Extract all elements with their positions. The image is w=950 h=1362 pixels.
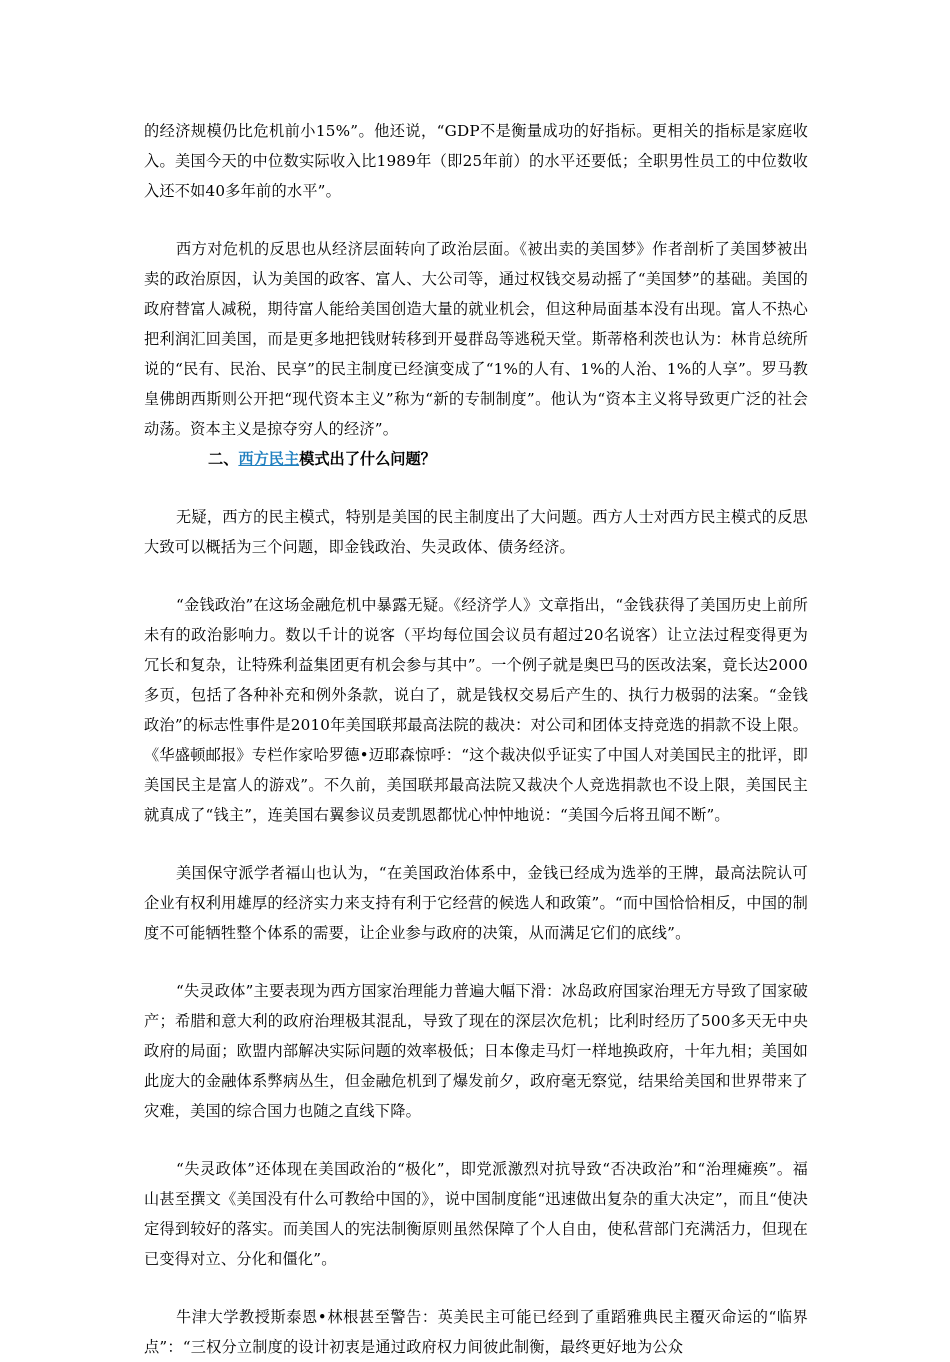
paragraph-gap <box>144 830 808 858</box>
paragraph-gap <box>144 206 808 234</box>
paragraph-6: “失灵政体”主要表现为西方国家治理能力普遍大幅下滑：冰岛政府国家治理无方导致了国家破产；希腊和意大利的政府治理极其混乱，导致了现在的深层次危机；比利时经历了500多天无中央政府的局面；欧盟内部解决实际问题的效率极低；日本像走马灯一样地换政府，十年九相；美国如此庞大的金融体系弊病丛生，但金融危机到了爆发前夕，政府毫无察觉，结果给美国和世界带来了灾难，美国的综合国力也随之直线下降。 <box>144 982 808 1120</box>
paragraph-gap <box>144 474 808 502</box>
section-heading <box>144 444 808 474</box>
paragraph-gap <box>144 948 808 976</box>
heading-number: 二、 <box>208 450 239 468</box>
paragraph-gap <box>144 1274 808 1302</box>
paragraph-1: 的经济规模仍比危机前小15%”。他还说，“GDP不是衡量成功的好指标。更相关的指标是家庭收入。美国今天的中位数实际收入比1989年（即25年前）的水平还要低；全职男性员工的中位数收入还不如40多年前的水平”。 <box>144 122 808 200</box>
document-page <box>144 116 808 1362</box>
paragraph-2: 西方对危机的反思也从经济层面转向了政治层面。《被出卖的美国梦》作者剖析了美国梦被出卖的政治原因，认为美国的政客、富人、大公司等，通过权钱交易动摇了“美国梦”的基础。美国的政府替富人减税，期待富人能给美国创造大量的就业机会，但这种局面基本没有出现。富人不热心把利润汇回美国，而是更多地把钱财转移到开曼群岛等逃税天堂。斯蒂格利茨也认为：林肯总统所说的“民有、民治、民享”的民主制度已经演变成了“1%的人有、1%的人治、1%的人享”。罗马教皇佛朗西斯则公开把“现代资本主义”称为“新的专制制度”。他认为“资本主义将导致更广泛的社会动荡。资本主义是掠夺穷人的经济”。 <box>144 240 808 438</box>
heading-link-western-democracy[interactable]: 西方民主 <box>238 450 300 468</box>
paragraph-4: “金钱政治”在这场金融危机中暴露无疑。《经济学人》文章指出，“金钱获得了美国历史上前所未有的政治影响力。数以千计的说客（平均每位国会议员有超过20名说客）让立法过程变得更为冗长和复杂，让特殊利益集团更有机会参与其中”。一个例子就是奥巴马的医改法案，竟长达2000多页，包括了各种补充和例外条款，说白了，就是钱权交易后产生的、执行力极弱的法案。“金钱政治”的标志性事件是2010年美国联邦最高法院的裁决：对公司和团体支持竞选的捐款不设上限。《华盛顿邮报》专栏作家哈罗德•迈耶森惊呼：“这个裁决似乎证实了中国人对美国民主的批评，即美国民主是富人的游戏”。不久前，美国联邦最高法院又裁决个人竞选捐款也不设上限，美国民主就真成了“钱主”，连美国右翼参议员麦凯恩都忧心忡忡地说：“美国今后将丑闻不断”。 <box>144 596 808 824</box>
paragraph-7: “失灵政体”还体现在美国政治的“极化”，即党派激烈对抗导致“否决政治”和“治理瘫痪”。福山甚至撰文《美国没有什么可教给中国的》，说中国制度能“迅速做出复杂的重大决定”，而且“使决定得到较好的落实。而美国人的宪法制衡原则虽然保障了个人自由，使私营部门充满活力，但现在已变得对立、分化和僵化”。 <box>144 1160 808 1268</box>
paragraph-gap <box>144 1126 808 1154</box>
paragraph-8: 牛津大学教授斯泰恩•林根甚至警告：英美民主可能已经到了重蹈雅典民主覆灭命运的“临界点”：“三权分立制度的设计初衷是通过政府权力间彼此制衡，最终更好地为公众 <box>144 1308 808 1356</box>
paragraph-5: 美国保守派学者福山也认为，“在美国政治体系中，金钱已经成为选举的王牌，最高法院认可企业有权利用雄厚的经济实力来支持有利于它经营的候选人和政策”。“而中国恰恰相反，中国的制度不可能牺牲整个体系的需要，让企业参与政府的决策，从而满足它们的底线”。 <box>144 864 808 942</box>
paragraph-3: 无疑，西方的民主模式，特别是美国的民主制度出了大问题。西方人士对西方民主模式的反思大致可以概括为三个问题，即金钱政治、失灵政体、债务经济。 <box>144 508 808 556</box>
heading-text: 模式出了什么问题？ <box>299 450 436 468</box>
paragraph-gap <box>144 562 808 590</box>
